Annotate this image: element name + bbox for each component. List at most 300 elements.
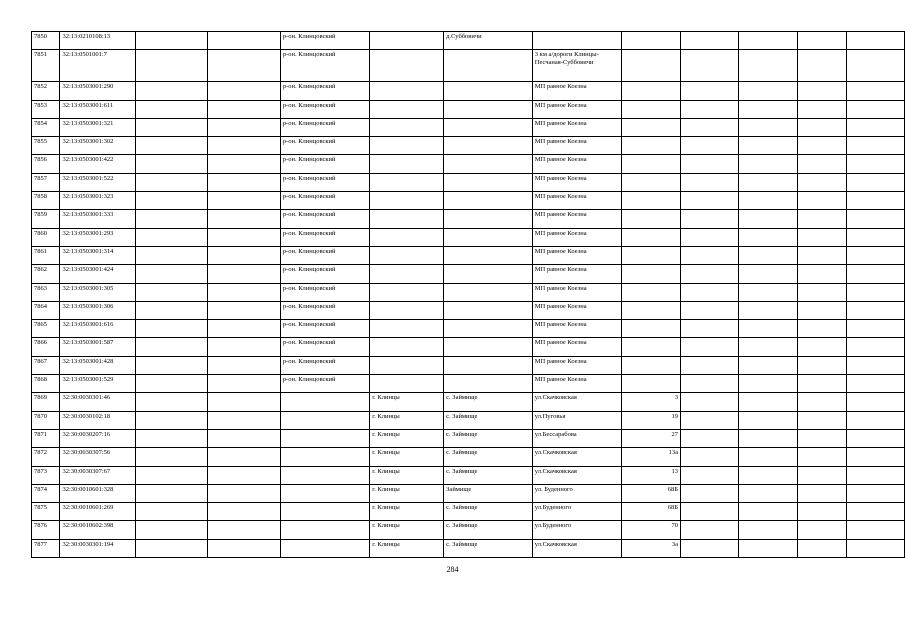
table-cell	[739, 155, 797, 173]
table-cell	[280, 503, 369, 521]
table-cell	[135, 192, 208, 210]
table-cell: 7869	[32, 393, 60, 411]
table-cell	[135, 429, 208, 447]
table-cell: с. Займище	[444, 521, 533, 539]
table-cell: 7863	[32, 283, 60, 301]
table-cell	[846, 100, 904, 118]
table-cell: 7873	[32, 466, 60, 484]
table-cell	[739, 356, 797, 374]
table-cell: 32:13:0503001:422	[60, 155, 135, 173]
table-cell: г. Клинцы	[370, 503, 444, 521]
table-cell: 32:30:0030307:56	[60, 448, 135, 466]
table-cell: МП равное Коезна	[532, 82, 621, 100]
table-cell: 13а	[622, 448, 681, 466]
table-cell: 7851	[32, 50, 60, 82]
table-cell: р-он. Клинцовский	[280, 356, 369, 374]
table-cell	[681, 192, 739, 210]
table-cell: 7864	[32, 301, 60, 319]
table-cell: 32:13:0503001:333	[60, 210, 135, 228]
table-cell	[208, 210, 281, 228]
table-cell: 32:13:0503001:611	[60, 100, 135, 118]
table-cell	[846, 246, 904, 264]
table-row	[32, 320, 905, 338]
table-cell: с. Займище	[444, 539, 533, 557]
table-cell: 32:13:0503001:529	[60, 375, 135, 393]
property-table	[31, 31, 905, 558]
table-row	[32, 32, 905, 50]
table-cell: МП равное Коезна	[532, 210, 621, 228]
table-cell: 32:30:0030207:16	[60, 429, 135, 447]
table-cell	[280, 411, 369, 429]
table-cell	[135, 484, 208, 502]
table-cell	[135, 448, 208, 466]
table-cell: с. Займище	[444, 429, 533, 447]
table-cell	[370, 118, 444, 136]
table-cell: МП равное Коезна	[532, 192, 621, 210]
table-cell	[622, 265, 681, 283]
table-cell	[444, 137, 533, 155]
table-cell	[208, 50, 281, 82]
table-row	[32, 429, 905, 447]
table-cell	[135, 320, 208, 338]
table-cell	[622, 192, 681, 210]
table-row	[32, 411, 905, 429]
table-cell	[846, 210, 904, 228]
table-cell	[739, 118, 797, 136]
table-cell	[846, 411, 904, 429]
table-cell: 70	[622, 521, 681, 539]
table-cell: 7877	[32, 539, 60, 557]
table-cell: ул.Буденного	[532, 521, 621, 539]
table-cell	[797, 50, 846, 82]
table-cell: 7870	[32, 411, 60, 429]
table-cell: р-он. Клинцовский	[280, 228, 369, 246]
table-cell: 32:13:0503001:293	[60, 228, 135, 246]
table-cell	[739, 411, 797, 429]
table-cell: р-он. Клинцовский	[280, 173, 369, 191]
table-row	[32, 283, 905, 301]
table-row	[32, 338, 905, 356]
table-cell	[280, 466, 369, 484]
table-cell: р-он. Клинцовский	[280, 82, 369, 100]
table-cell: с. Займище	[444, 448, 533, 466]
table-cell: 32:13:0503001:321	[60, 118, 135, 136]
table-cell	[681, 411, 739, 429]
table-cell: 7871	[32, 429, 60, 447]
table-cell: МП равное Коезна	[532, 173, 621, 191]
table-cell	[739, 246, 797, 264]
table-cell	[135, 503, 208, 521]
table-cell: г. Клинцы	[370, 393, 444, 411]
table-row	[32, 118, 905, 136]
table-cell	[370, 100, 444, 118]
table-cell	[797, 411, 846, 429]
table-cell	[370, 82, 444, 100]
table-cell	[370, 50, 444, 82]
table-cell	[681, 118, 739, 136]
table-cell: с. Займище	[444, 503, 533, 521]
table-row	[32, 301, 905, 319]
table-row	[32, 539, 905, 557]
table-cell	[280, 484, 369, 502]
table-cell	[846, 466, 904, 484]
table-cell	[846, 82, 904, 100]
table-cell	[135, 539, 208, 557]
table-cell	[444, 283, 533, 301]
table-cell	[622, 82, 681, 100]
table-cell: МП равное Коезна	[532, 118, 621, 136]
table-cell	[846, 50, 904, 82]
table-cell	[135, 32, 208, 50]
table-cell	[135, 228, 208, 246]
table-cell	[681, 100, 739, 118]
table-cell	[444, 50, 533, 82]
table-cell: г. Клинцы	[370, 411, 444, 429]
table-cell: р-он. Клинцовский	[280, 375, 369, 393]
table-cell	[135, 155, 208, 173]
table-cell	[208, 375, 281, 393]
table-cell: 7867	[32, 356, 60, 374]
table-row	[32, 503, 905, 521]
table-cell	[846, 320, 904, 338]
table-cell	[797, 228, 846, 246]
table-cell	[208, 82, 281, 100]
table-cell: 32:30:0030102:18	[60, 411, 135, 429]
table-cell	[739, 503, 797, 521]
table-cell: 7857	[32, 173, 60, 191]
table-cell: МП равное Коезна	[532, 375, 621, 393]
table-cell	[681, 137, 739, 155]
table-cell: 3 км а/дороги Клинцы-Песчаная-Суббовичи	[532, 50, 621, 82]
table-cell	[739, 448, 797, 466]
table-cell	[280, 448, 369, 466]
table-cell	[846, 155, 904, 173]
table-cell	[622, 283, 681, 301]
table-cell	[135, 411, 208, 429]
table-cell	[681, 265, 739, 283]
table-cell	[622, 155, 681, 173]
table-cell	[135, 393, 208, 411]
table-cell	[370, 192, 444, 210]
table-cell	[846, 32, 904, 50]
table-cell	[846, 301, 904, 319]
table-cell	[846, 521, 904, 539]
table-cell	[681, 320, 739, 338]
table-cell	[444, 210, 533, 228]
table-cell: г. Клинцы	[370, 521, 444, 539]
table-cell	[681, 429, 739, 447]
table-cell: 7868	[32, 375, 60, 393]
table-cell	[739, 228, 797, 246]
table-cell: 32:30:0030301:194	[60, 539, 135, 557]
table-cell	[444, 338, 533, 356]
table-cell: ул. Буденного	[532, 484, 621, 502]
table-cell: 32:13:0503001:306	[60, 301, 135, 319]
table-cell: Займище	[444, 484, 533, 502]
table-cell	[846, 356, 904, 374]
table-cell	[797, 246, 846, 264]
table-cell	[208, 301, 281, 319]
table-cell	[370, 155, 444, 173]
table-cell: 13	[622, 466, 681, 484]
table-row	[32, 228, 905, 246]
table-cell: р-он. Клинцовский	[280, 32, 369, 50]
table-cell	[370, 246, 444, 264]
table-cell	[444, 192, 533, 210]
table-cell: МП равное Коезна	[532, 100, 621, 118]
table-cell: р-он. Клинцовский	[280, 50, 369, 82]
table-cell: ул.Бессарабова	[532, 429, 621, 447]
table-cell	[622, 137, 681, 155]
table-cell	[739, 539, 797, 557]
table-cell: 7866	[32, 338, 60, 356]
table-cell: 7856	[32, 155, 60, 173]
table-cell	[739, 100, 797, 118]
table-cell	[208, 338, 281, 356]
table-cell: 32:13:0503001:290	[60, 82, 135, 100]
table-cell	[846, 283, 904, 301]
table-cell	[208, 246, 281, 264]
table-cell	[444, 155, 533, 173]
table-cell: 32:13:0501001:7	[60, 50, 135, 82]
table-cell	[444, 118, 533, 136]
table-cell	[797, 210, 846, 228]
table-cell	[797, 82, 846, 100]
table-cell	[797, 466, 846, 484]
table-cell	[797, 338, 846, 356]
table-cell	[444, 356, 533, 374]
table-cell	[135, 50, 208, 82]
table-cell	[846, 503, 904, 521]
table-cell	[444, 173, 533, 191]
table-cell	[370, 338, 444, 356]
table-cell	[797, 173, 846, 191]
table-cell	[622, 375, 681, 393]
table-cell	[622, 210, 681, 228]
table-row	[32, 155, 905, 173]
table-cell	[208, 503, 281, 521]
table-cell	[739, 320, 797, 338]
table-cell	[846, 137, 904, 155]
table-cell	[135, 210, 208, 228]
table-cell	[797, 32, 846, 50]
table-cell	[208, 393, 281, 411]
table-cell	[208, 137, 281, 155]
table-row	[32, 375, 905, 393]
table-cell: 7862	[32, 265, 60, 283]
table-cell	[681, 503, 739, 521]
table-cell: 7855	[32, 137, 60, 155]
table-cell	[135, 100, 208, 118]
table-cell: 7872	[32, 448, 60, 466]
table-cell	[681, 466, 739, 484]
table-cell	[797, 429, 846, 447]
table-cell	[370, 283, 444, 301]
table-cell	[739, 210, 797, 228]
table-cell	[370, 32, 444, 50]
table-cell: р-он. Клинцовский	[280, 100, 369, 118]
table-cell	[846, 429, 904, 447]
table-row	[32, 137, 905, 155]
table-cell	[444, 375, 533, 393]
table-cell	[370, 210, 444, 228]
table-cell	[208, 411, 281, 429]
table-cell: МП равное Коезна	[532, 137, 621, 155]
table-cell	[135, 466, 208, 484]
table-cell	[208, 521, 281, 539]
table-cell	[681, 50, 739, 82]
table-cell	[135, 118, 208, 136]
table-cell: 3а	[622, 539, 681, 557]
table-cell	[135, 283, 208, 301]
table-cell: с. Займище	[444, 411, 533, 429]
table-cell: 7850	[32, 32, 60, 50]
table-cell: 27	[622, 429, 681, 447]
table-cell	[797, 283, 846, 301]
table-cell	[622, 100, 681, 118]
table-cell	[846, 539, 904, 557]
table-cell	[681, 393, 739, 411]
table-cell	[370, 228, 444, 246]
table-cell	[797, 100, 846, 118]
table-cell	[208, 173, 281, 191]
table-cell	[739, 173, 797, 191]
table-cell	[797, 448, 846, 466]
table-cell	[739, 429, 797, 447]
table-cell	[846, 393, 904, 411]
table-cell: 32:13:0503001:302	[60, 137, 135, 155]
table-cell	[370, 375, 444, 393]
table-cell: р-он. Клинцовский	[280, 210, 369, 228]
table-row	[32, 393, 905, 411]
table-cell	[208, 356, 281, 374]
table-cell	[797, 137, 846, 155]
table-cell	[622, 32, 681, 50]
table-cell	[681, 283, 739, 301]
table-cell	[681, 155, 739, 173]
table-cell	[370, 320, 444, 338]
table-cell	[208, 429, 281, 447]
table-cell	[846, 265, 904, 283]
table-cell	[444, 228, 533, 246]
table-cell	[846, 375, 904, 393]
table-cell	[208, 539, 281, 557]
table-row	[32, 82, 905, 100]
table-cell	[135, 265, 208, 283]
table-cell	[280, 393, 369, 411]
table-cell	[681, 301, 739, 319]
table-cell	[846, 448, 904, 466]
table-cell: 7858	[32, 192, 60, 210]
table-cell: р-он. Клинцовский	[280, 155, 369, 173]
table-row	[32, 265, 905, 283]
table-cell: 3	[622, 393, 681, 411]
table-cell	[797, 155, 846, 173]
table-cell	[797, 484, 846, 502]
table-cell: 7860	[32, 228, 60, 246]
table-cell	[797, 265, 846, 283]
table-cell: 32:13:0503001:314	[60, 246, 135, 264]
table-cell: р-он. Клинцовский	[280, 246, 369, 264]
table-cell: 7861	[32, 246, 60, 264]
table-cell	[797, 356, 846, 374]
table-cell	[846, 228, 904, 246]
table-cell	[739, 283, 797, 301]
table-cell	[135, 301, 208, 319]
table-cell: г. Клинцы	[370, 484, 444, 502]
table-cell: ул.Буденного	[532, 503, 621, 521]
table-cell	[622, 320, 681, 338]
table-cell	[797, 320, 846, 338]
table-row	[32, 356, 905, 374]
table-cell	[681, 338, 739, 356]
table-cell	[370, 137, 444, 155]
table-cell	[681, 539, 739, 557]
table-cell	[622, 246, 681, 264]
table-cell	[370, 173, 444, 191]
table-cell: р-он. Клинцовский	[280, 338, 369, 356]
table-cell	[208, 32, 281, 50]
table-cell: ул.Скачковская	[532, 539, 621, 557]
table-cell	[797, 118, 846, 136]
table-cell	[444, 100, 533, 118]
table-cell	[444, 265, 533, 283]
table-cell	[622, 118, 681, 136]
table-row	[32, 173, 905, 191]
table-cell	[739, 393, 797, 411]
table-cell	[739, 301, 797, 319]
table-cell	[532, 32, 621, 50]
table-row	[32, 50, 905, 82]
table-cell	[739, 466, 797, 484]
table-cell	[681, 448, 739, 466]
table-cell: 7875	[32, 503, 60, 521]
table-row	[32, 246, 905, 264]
table-row	[32, 192, 905, 210]
table-row	[32, 448, 905, 466]
table-cell	[681, 356, 739, 374]
table-cell: р-он. Клинцовский	[280, 320, 369, 338]
table-cell: 7876	[32, 521, 60, 539]
table-cell: 32:13:0503001:616	[60, 320, 135, 338]
table-cell: 7854	[32, 118, 60, 136]
table-cell: 19	[622, 411, 681, 429]
table-cell	[681, 246, 739, 264]
table-cell: 7865	[32, 320, 60, 338]
table-cell: 32:13:0503001:424	[60, 265, 135, 283]
table-row	[32, 521, 905, 539]
table-cell: 68Б	[622, 484, 681, 502]
table-cell: 32:13:0503001:587	[60, 338, 135, 356]
table-cell	[370, 356, 444, 374]
table-cell: г. Клинцы	[370, 448, 444, 466]
table-cell	[739, 338, 797, 356]
table-cell	[739, 484, 797, 502]
table-cell: р-он. Клинцовский	[280, 265, 369, 283]
table-cell	[681, 521, 739, 539]
table-cell	[208, 100, 281, 118]
table-cell: 32:30:0010601:269	[60, 503, 135, 521]
table-cell	[280, 429, 369, 447]
table-cell: МП равное Коезна	[532, 246, 621, 264]
table-cell: МП равное Коезна	[532, 228, 621, 246]
table-cell	[208, 118, 281, 136]
table-cell: р-он. Клинцовский	[280, 137, 369, 155]
table-row	[32, 100, 905, 118]
table-cell	[444, 320, 533, 338]
table-cell	[208, 283, 281, 301]
table-cell: г. Клинцы	[370, 429, 444, 447]
